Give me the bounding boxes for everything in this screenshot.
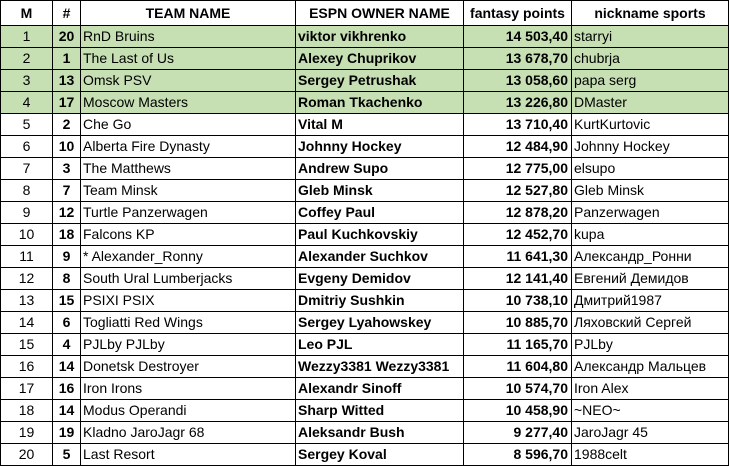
cell-owner-name: Coffey Paul bbox=[296, 202, 464, 224]
cell-fantasy-points: 12 878,20 bbox=[464, 202, 572, 224]
cell-m: 11 bbox=[1, 246, 53, 268]
cell-owner-name: Evgeny Demidov bbox=[296, 268, 464, 290]
cell-m: 9 bbox=[1, 202, 53, 224]
cell-number: 14 bbox=[53, 356, 81, 378]
cell-nickname: papa serg bbox=[572, 70, 729, 92]
cell-number: 7 bbox=[53, 180, 81, 202]
cell-fantasy-points: 11 641,30 bbox=[464, 246, 572, 268]
cell-number: 10 bbox=[53, 136, 81, 158]
cell-team-name: PJLby PJLby bbox=[81, 334, 296, 356]
cell-nickname: ~NEO~ bbox=[572, 400, 729, 422]
cell-nickname: PJLby bbox=[572, 334, 729, 356]
cell-nickname: JaroJagr 45 bbox=[572, 422, 729, 444]
cell-fantasy-points: 10 885,70 bbox=[464, 312, 572, 334]
table-row bbox=[1, 136, 729, 158]
header-row bbox=[1, 1, 729, 26]
cell-fantasy-points: 12 141,40 bbox=[464, 268, 572, 290]
cell-fantasy-points: 13 678,70 bbox=[464, 48, 572, 70]
cell-team-name: * Alexander_Ronny bbox=[81, 246, 296, 268]
cell-m: 20 bbox=[1, 444, 53, 466]
table-row bbox=[1, 92, 729, 114]
cell-fantasy-points: 9 277,40 bbox=[464, 422, 572, 444]
cell-m: 5 bbox=[1, 114, 53, 136]
cell-number: 20 bbox=[53, 26, 81, 48]
table-row bbox=[1, 180, 729, 202]
cell-owner-name: Alexander Suchkov bbox=[296, 246, 464, 268]
cell-fantasy-points: 12 527,80 bbox=[464, 180, 572, 202]
cell-m: 4 bbox=[1, 92, 53, 114]
cell-nickname: Ляховский Сергей bbox=[572, 312, 729, 334]
cell-number: 3 bbox=[53, 158, 81, 180]
cell-team-name: South Ural Lumberjacks bbox=[81, 268, 296, 290]
cell-number: 1 bbox=[53, 48, 81, 70]
cell-team-name: Che Go bbox=[81, 114, 296, 136]
cell-owner-name: Sergey Lyahowskey bbox=[296, 312, 464, 334]
cell-m: 13 bbox=[1, 290, 53, 312]
cell-team-name: Omsk PSV bbox=[81, 70, 296, 92]
cell-m: 17 bbox=[1, 378, 53, 400]
cell-m: 10 bbox=[1, 224, 53, 246]
cell-nickname: Александр_Ронни bbox=[572, 246, 729, 268]
cell-number: 18 bbox=[53, 224, 81, 246]
cell-number: 15 bbox=[53, 290, 81, 312]
cell-team-name: Togliatti Red Wings bbox=[81, 312, 296, 334]
cell-m: 7 bbox=[1, 158, 53, 180]
table-row bbox=[1, 246, 729, 268]
cell-team-name: Team Minsk bbox=[81, 180, 296, 202]
cell-fantasy-points: 10 458,90 bbox=[464, 400, 572, 422]
cell-owner-name: Alexandr Sinoff bbox=[296, 378, 464, 400]
cell-m: 8 bbox=[1, 180, 53, 202]
cell-owner-name: Andrew Supo bbox=[296, 158, 464, 180]
header-number: # bbox=[53, 1, 81, 26]
cell-nickname: Gleb Minsk bbox=[572, 180, 729, 202]
cell-nickname: Johnny Hockey bbox=[572, 136, 729, 158]
cell-fantasy-points: 13 058,60 bbox=[464, 70, 572, 92]
cell-number: 8 bbox=[53, 268, 81, 290]
cell-owner-name: Leo PJL bbox=[296, 334, 464, 356]
cell-m: 14 bbox=[1, 312, 53, 334]
cell-owner-name: Wezzy3381 Wezzy3381 bbox=[296, 356, 464, 378]
cell-fantasy-points: 11 604,80 bbox=[464, 356, 572, 378]
cell-owner-name: Sergey Koval bbox=[296, 444, 464, 466]
header-m: M bbox=[1, 1, 53, 26]
cell-fantasy-points: 8 596,70 bbox=[464, 444, 572, 466]
header-owner-name: ESPN OWNER NAME bbox=[296, 1, 464, 26]
table-row bbox=[1, 26, 729, 48]
cell-nickname: 1988celt bbox=[572, 444, 729, 466]
cell-number: 13 bbox=[53, 70, 81, 92]
cell-number: 6 bbox=[53, 312, 81, 334]
cell-nickname: DMaster bbox=[572, 92, 729, 114]
table-row bbox=[1, 422, 729, 444]
cell-fantasy-points: 12 452,70 bbox=[464, 224, 572, 246]
cell-team-name: RnD Bruins bbox=[81, 26, 296, 48]
cell-number: 5 bbox=[53, 444, 81, 466]
cell-team-name: Alberta Fire Dynasty bbox=[81, 136, 296, 158]
cell-owner-name: Gleb Minsk bbox=[296, 180, 464, 202]
table-row bbox=[1, 356, 729, 378]
cell-team-name: Moscow Masters bbox=[81, 92, 296, 114]
cell-m: 12 bbox=[1, 268, 53, 290]
cell-number: 14 bbox=[53, 400, 81, 422]
cell-owner-name: viktor vikhrenko bbox=[296, 26, 464, 48]
cell-m: 16 bbox=[1, 356, 53, 378]
cell-nickname: Евгений Демидов bbox=[572, 268, 729, 290]
cell-nickname: kupa bbox=[572, 224, 729, 246]
cell-nickname: starryi bbox=[572, 26, 729, 48]
cell-owner-name: Sharp Witted bbox=[296, 400, 464, 422]
cell-team-name: PSIXI PSIX bbox=[81, 290, 296, 312]
cell-owner-name: Sergey Petrushak bbox=[296, 70, 464, 92]
cell-m: 6 bbox=[1, 136, 53, 158]
table-row bbox=[1, 48, 729, 70]
cell-fantasy-points: 13 710,40 bbox=[464, 114, 572, 136]
cell-fantasy-points: 11 165,70 bbox=[464, 334, 572, 356]
table-row bbox=[1, 334, 729, 356]
table-row bbox=[1, 114, 729, 136]
cell-number: 2 bbox=[53, 114, 81, 136]
cell-m: 3 bbox=[1, 70, 53, 92]
table-row bbox=[1, 158, 729, 180]
cell-number: 4 bbox=[53, 334, 81, 356]
table-row bbox=[1, 268, 729, 290]
cell-number: 9 bbox=[53, 246, 81, 268]
table-row bbox=[1, 224, 729, 246]
table-row bbox=[1, 202, 729, 224]
cell-team-name: Last Resort bbox=[81, 444, 296, 466]
cell-nickname: KurtKurtovic bbox=[572, 114, 729, 136]
cell-fantasy-points: 14 503,40 bbox=[464, 26, 572, 48]
cell-owner-name: Roman Tkachenko bbox=[296, 92, 464, 114]
header-fantasy-points: fantasy points bbox=[464, 1, 572, 26]
cell-m: 1 bbox=[1, 26, 53, 48]
cell-number: 16 bbox=[53, 378, 81, 400]
cell-nickname: Panzerwagen bbox=[572, 202, 729, 224]
header-nickname: nickname sports bbox=[572, 1, 729, 26]
table-row bbox=[1, 290, 729, 312]
cell-team-name: Modus Operandi bbox=[81, 400, 296, 422]
cell-fantasy-points: 12 775,00 bbox=[464, 158, 572, 180]
cell-team-name: Donetsk Destroyer bbox=[81, 356, 296, 378]
cell-owner-name: Johnny Hockey bbox=[296, 136, 464, 158]
header-team-name: TEAM NAME bbox=[81, 1, 296, 26]
table-row bbox=[1, 444, 729, 466]
cell-number: 12 bbox=[53, 202, 81, 224]
cell-team-name: Turtle Panzerwagen bbox=[81, 202, 296, 224]
cell-fantasy-points: 12 484,90 bbox=[464, 136, 572, 158]
cell-team-name: Falcons KP bbox=[81, 224, 296, 246]
cell-number: 19 bbox=[53, 422, 81, 444]
cell-nickname: Дмитрий1987 bbox=[572, 290, 729, 312]
table-row bbox=[1, 378, 729, 400]
cell-team-name: Iron Irons bbox=[81, 378, 296, 400]
cell-m: 15 bbox=[1, 334, 53, 356]
cell-team-name: Kladno JaroJagr 68 bbox=[81, 422, 296, 444]
cell-team-name: The Matthews bbox=[81, 158, 296, 180]
cell-owner-name: Paul Kuchkovskiy bbox=[296, 224, 464, 246]
cell-nickname: elsupo bbox=[572, 158, 729, 180]
cell-team-name: The Last of Us bbox=[81, 48, 296, 70]
table-row bbox=[1, 312, 729, 334]
cell-owner-name: Dmitriy Sushkin bbox=[296, 290, 464, 312]
cell-owner-name: Vital M bbox=[296, 114, 464, 136]
cell-owner-name: Aleksandr Bush bbox=[296, 422, 464, 444]
table-row bbox=[1, 70, 729, 92]
cell-fantasy-points: 10 574,70 bbox=[464, 378, 572, 400]
cell-m: 19 bbox=[1, 422, 53, 444]
cell-nickname: Iron Alex bbox=[572, 378, 729, 400]
cell-fantasy-points: 13 226,80 bbox=[464, 92, 572, 114]
cell-nickname: chubrja bbox=[572, 48, 729, 70]
cell-nickname: Александр Мальцев bbox=[572, 356, 729, 378]
cell-fantasy-points: 10 738,10 bbox=[464, 290, 572, 312]
cell-m: 2 bbox=[1, 48, 53, 70]
table-row bbox=[1, 400, 729, 422]
cell-owner-name: Alexey Chuprikov bbox=[296, 48, 464, 70]
cell-number: 17 bbox=[53, 92, 81, 114]
cell-m: 18 bbox=[1, 400, 53, 422]
